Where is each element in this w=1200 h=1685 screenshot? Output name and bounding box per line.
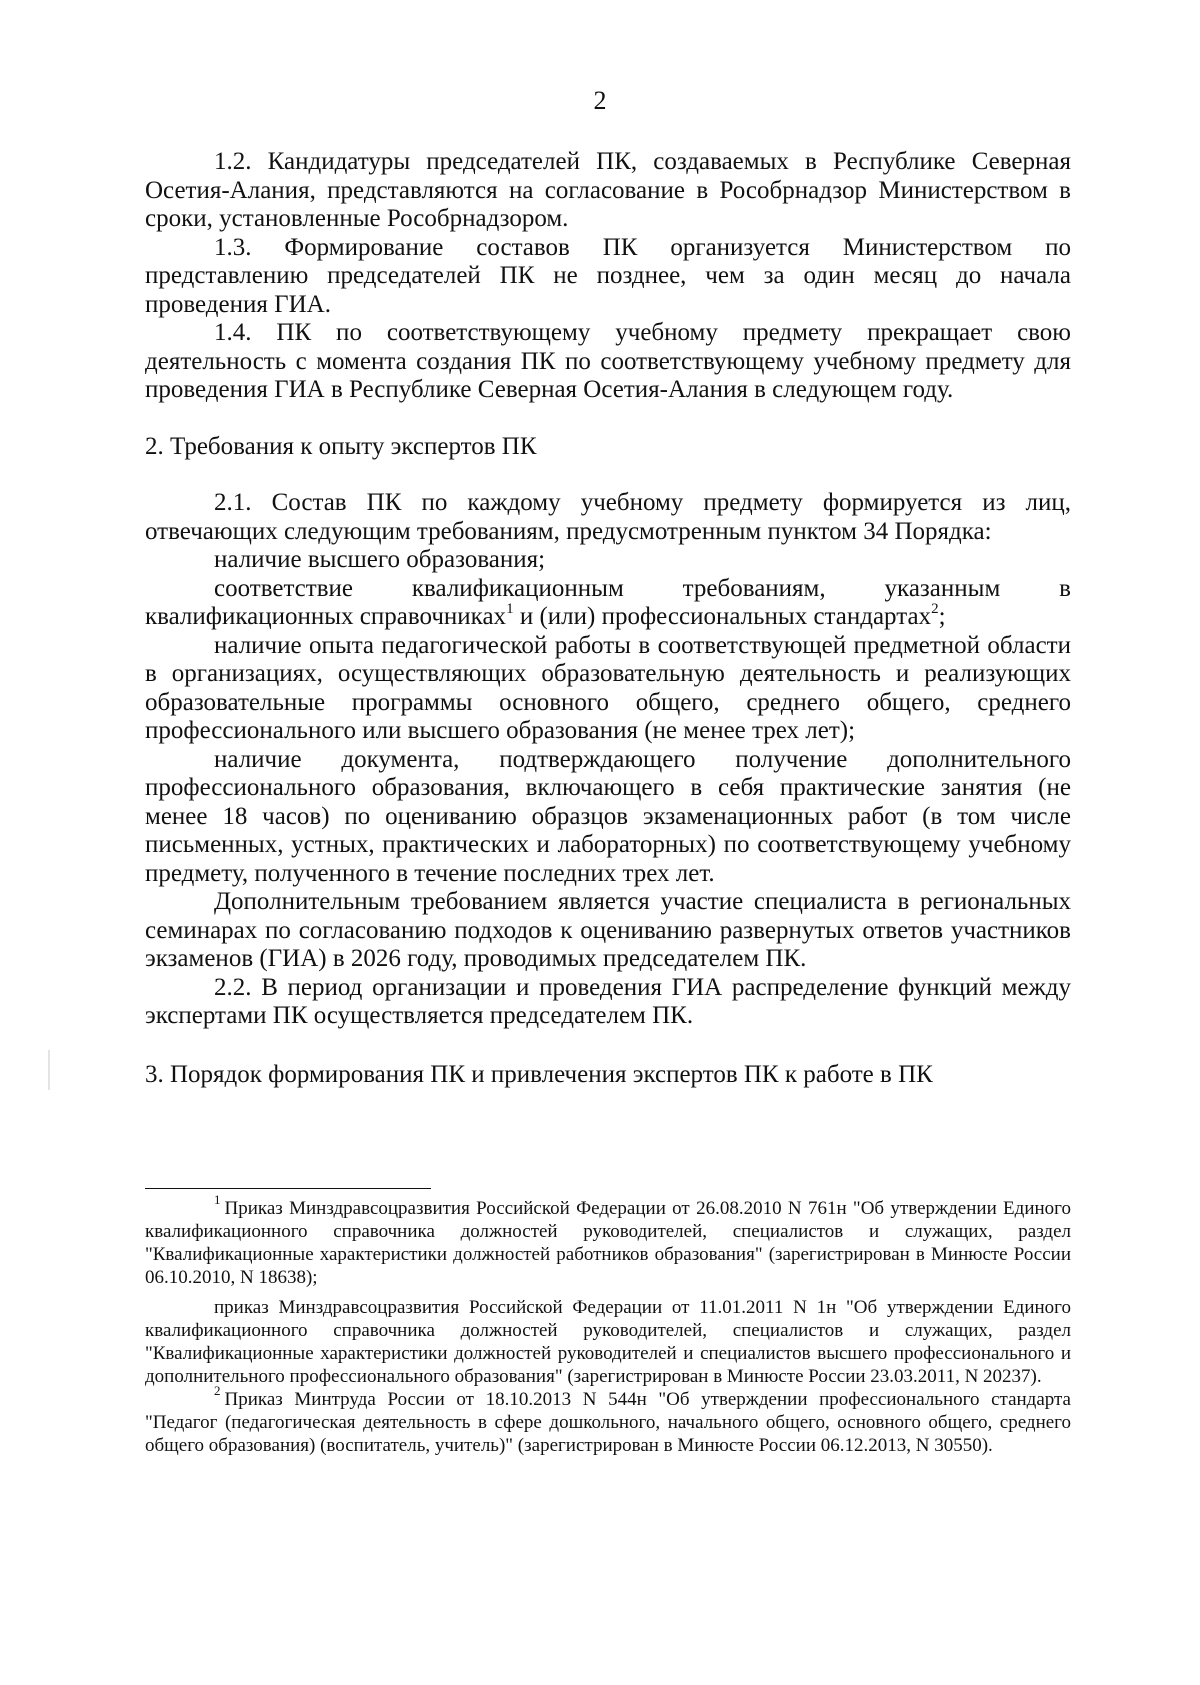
footnotes [145, 1191, 1071, 1457]
additional-requirement: Дополнительным требованием является участие специалиста в региональных семинарах по согласованию подходов к оцениванию развернутых ответов участников экзаменов (ГИА) в 2026 году, проводимых председателем ПК. [145, 888, 1071, 972]
requirement-higher-education: наличие высшего образования; [214, 546, 546, 573]
footnote-2-mark: 2 [214, 1382, 221, 1398]
document-body [145, 148, 1071, 1089]
footnote-ref-2[interactable]: 2 [931, 600, 939, 617]
paragraph-1-3: 1.3. Формирование составов ПК организуется Министерством по представлению председателей ПК не позднее, чем за один месяц до начала проведения ГИА. [145, 233, 1071, 318]
requirement-qualification-text-3: ; [938, 603, 946, 630]
paragraph-1-2: 1.2. Кандидатуры председателей ПК, создаваемых в Республике Северная Осетия-Алания, представляются на согласование в Рособрнадзор Министерством в сроки, установленные Рособрнадзором. [145, 148, 1071, 232]
requirement-qualification-text-2: и (или) профессиональных стандартах [513, 603, 932, 630]
requirement-qualification [145, 575, 1071, 632]
requirement-qualification-text-1: соответствие квалификационным требованиям, указанным в квалификационных справочниках [145, 574, 1071, 630]
section-heading-2: 2. Требования к опыту экспертов ПК [145, 432, 537, 460]
section-heading-3: 3. Порядок формирования ПК и привлечения экспертов ПК к работе в ПК [145, 1060, 933, 1088]
footnote-ref-1[interactable]: 1 [506, 600, 514, 617]
scan-margin-mark [48, 1050, 50, 1090]
page-number: 2 [593, 86, 607, 115]
footnote-1-continued: приказ Минздравсоцразвития Российской Федерации от 11.01.2011 N 1н "Об утверждении Единого квалификационного справочника должностей руководителей, специалистов и служащих, раздел "Квалификационные характеристики должностей руководителей и специалистов высшего профессионального и дополнительного профессионального образования" (зарегистрирован в Минюсте России 23.03.2011, N 20237). [145, 1297, 1071, 1387]
footnote-1 [145, 1191, 1071, 1289]
footnote-2-text: Приказ Минтруда России от 18.10.2013 N 544н "Об утверждении профессионального стандарта "Педагог (педагогическая деятельность в сфере дошкольного, начального общего, основного общего, среднего общего образования) (воспитатель, учитель)" (зарегистрирован в Минюсте России 06.12.2013, N 30550). [145, 1389, 1071, 1456]
footnote-1-text: Приказ Минздравсоцразвития Российской Федерации от 26.08.2010 N 761н "Об утверждении Единого квалификационного справочника должностей руководителей, специалистов и служащих, раздел "Квалификационные характеристики должностей работников образования" (зарегистрирован в Минюсте России 06.10.2010, N 18638); [145, 1198, 1071, 1288]
footnote-separator [145, 1188, 431, 1189]
paragraph-1-4: 1.4. ПК по соответствующему учебному предмету прекращает свою деятельность с момента создания ПК по соответствующему учебному предмету для проведения ГИА в Республике Северная Осетия-Алания в следующем году. [145, 319, 1071, 403]
paragraph-2-2: 2.2. В период организации и проведения ГИА распределение функций между экспертами ПК осуществляется председателем ПК. [145, 973, 1071, 1029]
footnote-1-mark: 1 [214, 1191, 221, 1207]
paragraph-2-1: 2.1. Состав ПК по каждому учебному предмету формируется из лиц, отвечающих следующим требованиям, предусмотренным пунктом 34 Порядка: [145, 489, 1071, 545]
requirement-additional-education: наличие документа, подтверждающего получение дополнительного профессионального образования, включающего в себя практические занятия (не менее 18 часов) по оцениванию образцов экзаменационных работ (в том числе письменных, устных, практических и лабораторных) по соответствующему учебному предмету, полученного в течение последних трех лет. [145, 745, 1071, 887]
footnote-2 [145, 1382, 1071, 1457]
requirement-teaching-experience: наличие опыта педагогической работы в соответствующей предметной области в организациях, осуществляющих образовательную деятельность и реализующих образовательные программы основного общего, среднего общего, среднего профессионального или высшего образования (не менее трех лет); [145, 631, 1071, 744]
